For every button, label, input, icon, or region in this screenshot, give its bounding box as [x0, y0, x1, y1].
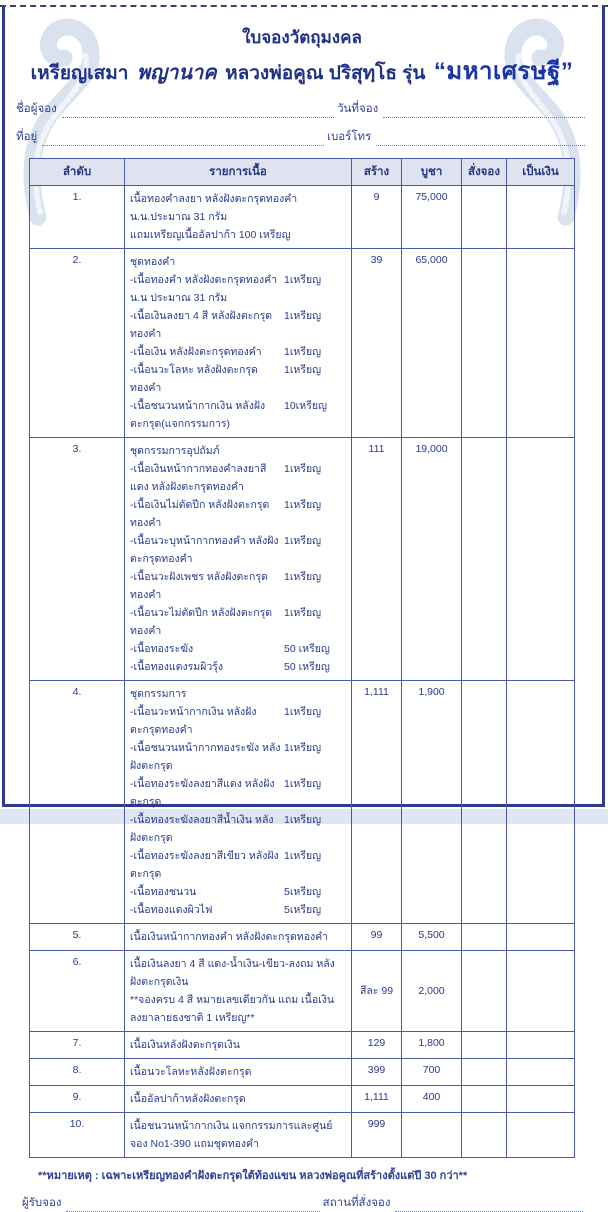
- row-made-count: 99: [352, 924, 402, 951]
- sub-item-name: -เนื้อเงินลงยา 4 สี หลังฝังตะกรุดทองคำ: [130, 310, 273, 340]
- address-label: ที่อยู่: [16, 131, 38, 143]
- row-amount-blank: [507, 438, 575, 681]
- table-row: [30, 249, 575, 438]
- sub-item-name: -เนื้อนวะโลหะ หลังฝังตะกรุดทองคำ: [130, 364, 258, 394]
- sub-item-line: [130, 811, 346, 847]
- row-amount-blank: [507, 1113, 575, 1158]
- row-order-qty-blank: [462, 1086, 507, 1113]
- row-amount-blank: [507, 1086, 575, 1113]
- order-table: [29, 158, 575, 1158]
- col-header-index: ลำดับ: [30, 159, 125, 186]
- sub-item-name: -เนื้อทองระฆัง: [130, 643, 194, 655]
- row-description: [125, 1086, 352, 1113]
- sub-item-name: -เนื้อนวะหน้ากากเงิน หลังฝังตะกรุดทองคำ: [130, 706, 257, 736]
- sub-item-name: -เนื้อชนวนหน้ากากทองระฆัง หลังฝังตะกรุด: [130, 742, 281, 772]
- row-order-qty-blank: [462, 924, 507, 951]
- sub-item-line: [130, 703, 346, 739]
- row-made-count: 1,111: [352, 681, 402, 924]
- col-header-order: สั่งจอง: [462, 159, 507, 186]
- sub-item-qty: 1เหรียญ: [284, 535, 322, 547]
- row-index: 5.: [30, 924, 125, 951]
- sub-item-qty: 1เหรียญ: [284, 274, 322, 286]
- sub-item-name: -เนื้อนวะฝังเพชร หลังฝังตะกรุดทองคำ: [130, 571, 268, 601]
- table-row: [30, 1113, 575, 1158]
- sub-item-line: [130, 640, 346, 658]
- row-made-count: 999: [352, 1113, 402, 1158]
- row-made-count: 9: [352, 186, 402, 249]
- row-index: 9.: [30, 1086, 125, 1113]
- table-row: [30, 1086, 575, 1113]
- row-amount-blank: [507, 924, 575, 951]
- row-price: 1,900: [402, 681, 462, 924]
- row-made-count: 1,111: [352, 1086, 402, 1113]
- row-order-qty-blank: [462, 951, 507, 1032]
- subtitle-monk-name: หลวงพ่อคูณ ปริสุทฺโธ รุ่น: [225, 63, 426, 84]
- table-row: [30, 1032, 575, 1059]
- sub-item-qty: 1เหรียญ: [284, 850, 322, 862]
- row-amount-blank: [507, 951, 575, 1032]
- subtitle-naga-name: พญานาค: [136, 62, 217, 84]
- sub-item-line: [130, 343, 346, 361]
- sub-item-qty: 1เหรียญ: [284, 742, 322, 754]
- row-order-qty-blank: [462, 681, 507, 924]
- row-description: [125, 924, 352, 951]
- table-row: [30, 951, 575, 1032]
- sub-item-qty: 50 เหรียญ: [284, 661, 330, 673]
- row-amount-blank: [507, 1032, 575, 1059]
- row-price: [402, 1113, 462, 1158]
- order-table-body: [30, 186, 575, 1158]
- page-subtitle: [12, 57, 592, 90]
- address-blank: [42, 131, 324, 146]
- sub-item-qty: 10เหรียญ: [284, 400, 327, 412]
- row-price: 400: [402, 1086, 462, 1113]
- row-amount-blank: [507, 249, 575, 438]
- sub-item-line: [130, 901, 346, 919]
- sub-item-name: -เนื้อทองระฆังลงยาสีเขียว หลังฝังตะกรุด: [130, 850, 279, 880]
- sub-item-line: [130, 532, 346, 568]
- sub-item-name: -เนื้อเงิน หลังฝังตะกรุดทองคำ: [130, 346, 262, 358]
- order-form: [12, 10, 592, 1212]
- sub-item-line: [130, 883, 346, 901]
- sub-item-name: -เนื้อทองชนวน: [130, 886, 197, 898]
- row-index: 1.: [30, 186, 125, 249]
- description-line: เนื้อเงินหน้ากากทองคำ หลังฝังตะกรุดทองคำ: [130, 931, 329, 943]
- sub-item-line: [130, 397, 346, 433]
- booker-name-blank: [62, 103, 334, 118]
- sub-item-qty: 50 เหรียญ: [284, 643, 330, 655]
- table-row: [30, 1059, 575, 1086]
- row-description: [125, 1032, 352, 1059]
- table-row: [30, 681, 575, 924]
- row-price: 19,000: [402, 438, 462, 681]
- sub-item-qty: 1เหรียญ: [284, 706, 322, 718]
- sub-item-qty: 1เหรียญ: [284, 499, 322, 511]
- sub-item-line: [130, 496, 346, 532]
- cut-dashed-line: [0, 5, 608, 7]
- table-header-row: [30, 159, 575, 186]
- table-row: [30, 186, 575, 249]
- order-place-blank: [395, 1197, 583, 1212]
- sub-item-line: [130, 604, 346, 640]
- sub-item-name: -เนื้อทองระฆังลงยาสีแดง หลังฝังตะกรุด: [130, 778, 275, 808]
- row-index: 3.: [30, 438, 125, 681]
- row-description: [125, 1113, 352, 1158]
- order-place-label: สถานที่สั่งจอง: [322, 1197, 391, 1209]
- sub-item-qty: 1เหรียญ: [284, 310, 322, 322]
- row-amount-blank: [507, 1059, 575, 1086]
- row-order-qty-blank: [462, 249, 507, 438]
- row-index: 4.: [30, 681, 125, 924]
- row-index: 8.: [30, 1059, 125, 1086]
- row-amount-blank: [507, 681, 575, 924]
- row-description: [125, 681, 352, 924]
- col-header-material: รายการเนื้อ: [125, 159, 352, 186]
- row-price: 65,000: [402, 249, 462, 438]
- sub-item-name: -เนื้อเงินหน้ากากทองคำลงยาสีแดง หลังฝังตะกรุดทองคำ: [130, 463, 267, 493]
- booking-date-label: วันที่จอง: [337, 103, 379, 115]
- row-made-count: 111: [352, 438, 402, 681]
- sub-item-qty: 1เหรียญ: [284, 346, 322, 358]
- row-price: 700: [402, 1059, 462, 1086]
- row-order-qty-blank: [462, 438, 507, 681]
- table-row: [30, 924, 575, 951]
- description-line: เนื้อชนวนหน้ากากเงิน แจกกรรมการและศูนย์จอง No1-390 แถมชุดทองคำ: [130, 1120, 333, 1150]
- receiver-blank: [66, 1197, 319, 1212]
- receiver-label: ผู้รับจอง: [22, 1197, 62, 1209]
- phone-label: เบอร์โทร: [327, 131, 372, 143]
- sub-item-name: -เนื้อทองแดงรมผิวรุ้ง: [130, 661, 224, 673]
- description-line: ชุดกรรมการอุปถัมภ์: [130, 445, 220, 457]
- row-made-count: 399: [352, 1059, 402, 1086]
- row-index: 2.: [30, 249, 125, 438]
- row-order-qty-blank: [462, 1059, 507, 1086]
- sub-item-line: [130, 271, 346, 307]
- footnote: **หมายเหตุ : เฉพาะเหรียญทองคำฝังตะกรุดใต้ท้องแขน หลวงพ่อคูณที่สร้างตั้งแต่ปี 30 กว่า**: [38, 1170, 468, 1182]
- row-made-count: 129: [352, 1032, 402, 1059]
- sub-item-name: -เนื้อชนวนหน้ากากเงิน หลังฝังตะกรุด(แจกกรรมการ): [130, 400, 266, 430]
- sub-item-qty: 1เหรียญ: [284, 778, 322, 790]
- sub-item-name: -เนื้อนวะไม่ตัดปีก หลังฝังตะกรุดทองคำ: [130, 607, 273, 637]
- sub-item-line: [130, 307, 346, 343]
- col-header-amount: เป็นเงิน: [507, 159, 575, 186]
- description-line: ชุดทองคำ: [130, 256, 176, 268]
- description-line: เนื้อเงินลงยา 4 สี แดง-น้ำเงิน-เขียว-ลงถม หลังฝังตะกรุดเงิน: [130, 958, 335, 988]
- booker-name-label: ชื่อผู้จอง: [16, 103, 57, 115]
- row-price: 75,000: [402, 186, 462, 249]
- address-row: [16, 128, 588, 146]
- sub-item-name: -เนื้อทองแดงผิวไฟ: [130, 904, 213, 916]
- sub-item-line: [130, 361, 346, 397]
- row-order-qty-blank: [462, 1032, 507, 1059]
- row-price: 2,000: [402, 951, 462, 1032]
- sub-item-qty: 1เหรียญ: [284, 571, 322, 583]
- signature-row: [22, 1194, 586, 1212]
- row-description: [125, 186, 352, 249]
- row-order-qty-blank: [462, 1113, 507, 1158]
- sub-item-qty: 1เหรียญ: [284, 463, 322, 475]
- sub-item-name: -เนื้อนวะบุหน้ากากทองคำ หลังฝังตะกรุดทองคำ: [130, 535, 279, 565]
- subtitle-series-name: “มหาเศรษฐี”: [433, 58, 574, 85]
- row-made-count: สีละ 99: [352, 951, 402, 1032]
- booker-row: [16, 100, 588, 118]
- booking-date-blank: [383, 103, 585, 118]
- col-header-made: สร้าง: [352, 159, 402, 186]
- description-line: เนื้อเงินหลังฝังตะกรุดเงิน: [130, 1039, 240, 1051]
- description-line: เนื้ออัลปาก้าหลังฝังตะกรุด: [130, 1093, 246, 1105]
- row-description: [125, 249, 352, 438]
- row-price: 1,800: [402, 1032, 462, 1059]
- description-line: **จองครบ 4 สี หมายเลขเดียวกัน แถม เนื้อเงินลงยาลายธงชาติ 1 เหรียญ**: [130, 994, 335, 1024]
- row-order-qty-blank: [462, 186, 507, 249]
- sub-item-line: [130, 568, 346, 604]
- description-line: เนื้อทองคำลงยา หลังฝังตะกรุดทองคำ น.น.ประมาณ 31 กรัม: [130, 193, 298, 223]
- row-made-count: 39: [352, 249, 402, 438]
- sub-item-name: -เนื้อทองคำ หลังฝังตะกรุดทองคำ น.น ประมาณ 31 กรัม: [130, 274, 278, 304]
- row-index: 7.: [30, 1032, 125, 1059]
- row-index: 10.: [30, 1113, 125, 1158]
- row-description: [125, 951, 352, 1032]
- table-row: [30, 438, 575, 681]
- sub-item-line: [130, 460, 346, 496]
- phone-blank: [376, 131, 585, 146]
- description-line: เนื้อนวะโลหะหลังฝังตะกรุด: [130, 1066, 252, 1078]
- col-header-price: บูชา: [402, 159, 462, 186]
- description-line: แถมเหรียญเนื้ออัลปาก้า 100 เหรียญ: [130, 229, 291, 241]
- sub-item-qty: 1เหรียญ: [284, 607, 322, 619]
- row-description: [125, 1059, 352, 1086]
- sub-item-name: -เนื้อเงินไม่ตัดปีก หลังฝังตะกรุดทองคำ: [130, 499, 270, 529]
- row-amount-blank: [507, 186, 575, 249]
- row-price: 5,500: [402, 924, 462, 951]
- sub-item-qty: 1เหรียญ: [284, 814, 322, 826]
- sub-item-line: [130, 847, 346, 883]
- sub-item-line: [130, 775, 346, 811]
- sub-item-qty: 5เหรียญ: [284, 904, 322, 916]
- sub-item-line: [130, 739, 346, 775]
- row-index: 6.: [30, 951, 125, 1032]
- sub-item-qty: 5เหรียญ: [284, 886, 322, 898]
- description-line: ชุดกรรมการ: [130, 688, 187, 700]
- row-description: [125, 438, 352, 681]
- sub-item-name: -เนื้อทองระฆังลงยาสีน้ำเงิน หลังฝังตะกรุด: [130, 814, 274, 844]
- sub-item-qty: 1เหรียญ: [284, 364, 322, 376]
- sub-item-line: [130, 658, 346, 676]
- page-title: ใบจองวัตถุมงคล: [242, 28, 362, 47]
- subtitle-prefix: เหรียญเสมา: [30, 63, 129, 84]
